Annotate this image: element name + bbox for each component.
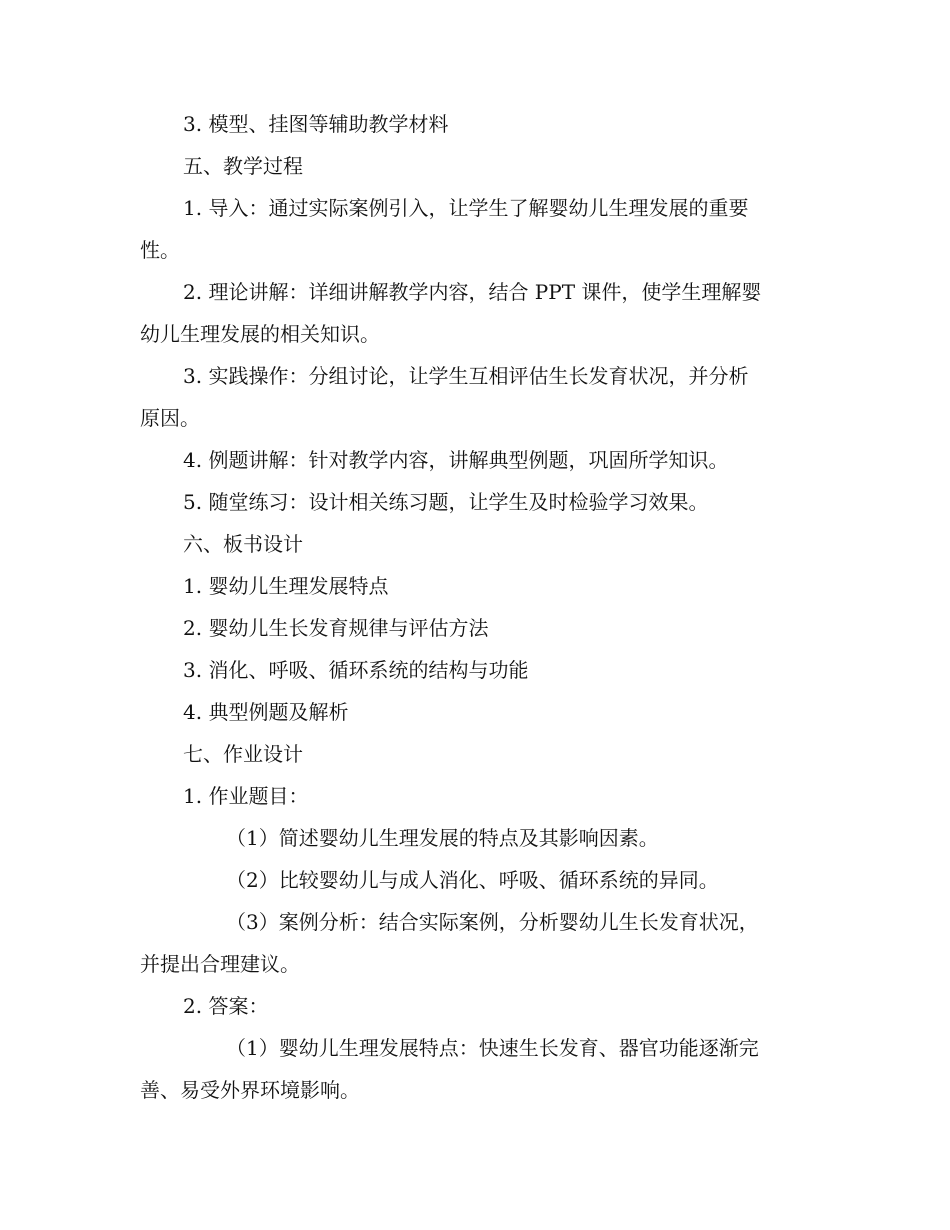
homework-question-3-cont: 并提出合理建议。 [140, 952, 300, 976]
homework-question-2: （2）比较婴幼儿与成人消化、呼吸、循环系统的异同。 [226, 868, 719, 892]
answer-1: （1）婴幼儿生理发展特点：快速生长发育、器官功能逐渐完 [226, 1036, 759, 1060]
list-item-examples: 4. 例题讲解：针对教学内容，讲解典型例题，巩固所学知识。 [183, 448, 729, 472]
answer-1-cont: 善、易受外界环境影响。 [140, 1078, 360, 1102]
list-item-board-4: 4. 典型例题及解析 [183, 700, 349, 724]
list-item-board-1: 1. 婴幼儿生理发展特点 [183, 574, 389, 598]
list-item-practice: 3. 实践操作：分组讨论，让学生互相评估生长发育状况，并分析 [183, 364, 749, 388]
list-item-homework-topics: 1. 作业题目： [183, 784, 309, 808]
list-item-board-2: 2. 婴幼儿生长发育规律与评估方法 [183, 616, 489, 640]
list-item-answers: 2. 答案： [183, 994, 269, 1018]
list-item-exercise: 5. 随堂练习：设计相关练习题，让学生及时检验学习效果。 [183, 490, 709, 514]
list-item-board-3: 3. 消化、呼吸、循环系统的结构与功能 [183, 658, 529, 682]
section-heading-homework: 七、作业设计 [183, 742, 303, 766]
document-page [140, 103, 805, 1111]
homework-question-3: （3）案例分析：结合实际案例，分析婴幼儿生长发育状况， [226, 910, 759, 934]
list-item-practice-cont: 原因。 [140, 406, 200, 430]
list-item-intro-cont: 性。 [140, 238, 180, 262]
section-heading-board-design: 六、板书设计 [183, 532, 303, 556]
list-item-theory-cont: 幼儿生理发展的相关知识。 [140, 322, 380, 346]
list-item-theory: 2. 理论讲解：详细讲解教学内容，结合 PPT 课件，使学生理解婴 [183, 280, 762, 304]
section-heading-teaching-process: 五、教学过程 [183, 154, 303, 178]
homework-question-1: （1）简述婴幼儿生理发展的特点及其影响因素。 [226, 826, 659, 850]
list-item-intro: 1. 导入：通过实际案例引入，让学生了解婴幼儿生理发展的重要 [183, 196, 749, 220]
list-item-materials-3: 3. 模型、挂图等辅助教学材料 [183, 112, 449, 136]
